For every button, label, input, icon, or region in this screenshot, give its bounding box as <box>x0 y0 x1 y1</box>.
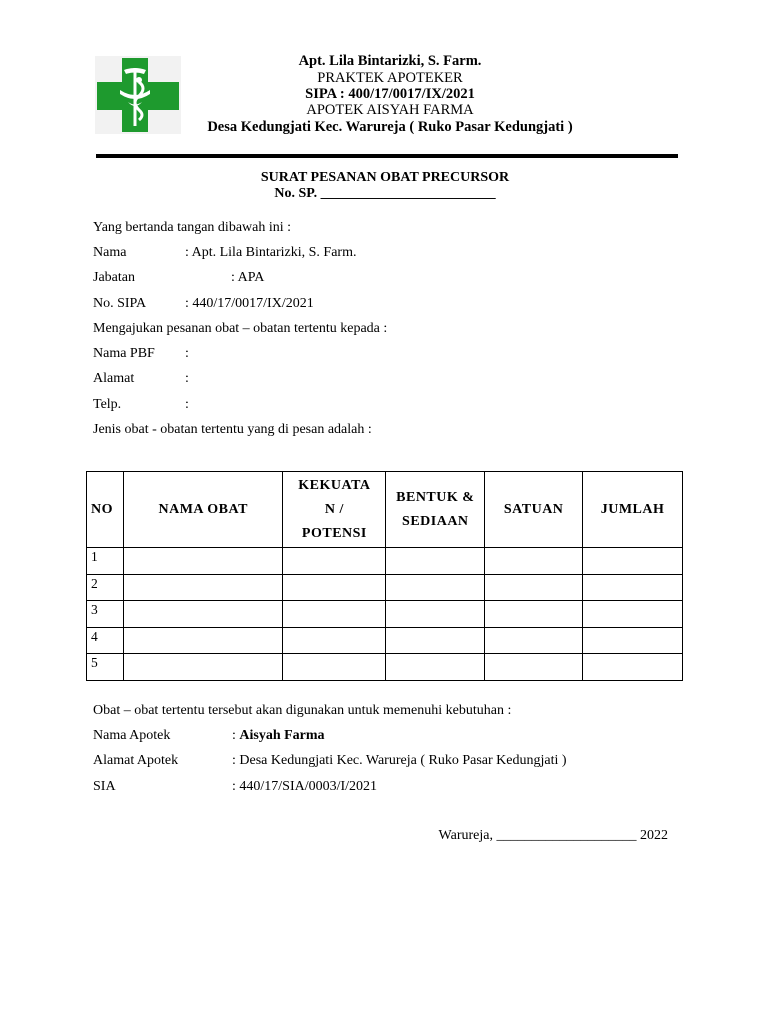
cell-jumlah[interactable] <box>583 548 683 575</box>
field-label: Alamat <box>93 371 135 386</box>
header-sipa: SIPA : 400/17/0017/IX/2021 <box>305 86 475 102</box>
field-colon: : <box>232 728 240 743</box>
header-line: SEDIAAN <box>402 513 469 529</box>
cell-jumlah[interactable] <box>583 654 683 681</box>
col-header-satuan: SATUAN <box>485 472 583 548</box>
field-label: Alamat Apotek <box>93 753 179 768</box>
field-value: : Apt. Lila Bintarizki, S. Farm. <box>185 245 357 260</box>
header-divider <box>96 154 678 158</box>
jenis-obat-text: Jenis obat - obatan tertentu yang di pesan adalah : <box>93 422 372 437</box>
field-label: Telp. <box>93 397 122 412</box>
cell-kekuatan[interactable] <box>283 627 386 654</box>
header-line: BENTUK & <box>396 489 475 505</box>
field-label: Nama Apotek <box>93 728 171 743</box>
table-row <box>87 574 683 601</box>
field-value: : Desa Kedungjati Kec. Warureja ( Ruko Pasar Kedungjati ) <box>232 753 567 768</box>
col-header-no: NO <box>87 472 124 548</box>
signer-sipa-row <box>93 296 493 314</box>
apotek-name-row <box>93 728 653 746</box>
cell-nama-obat[interactable] <box>123 601 283 628</box>
col-header-nama-obat: NAMA OBAT <box>123 472 283 548</box>
place-date: Warureja, ____________________ 2022 <box>438 828 668 843</box>
table-row <box>87 548 683 575</box>
order-table <box>86 471 683 681</box>
apotek-sia-row <box>93 779 653 797</box>
cell-kekuatan[interactable] <box>283 601 386 628</box>
row-number: 5 <box>87 654 124 681</box>
intro-text: Yang bertanda tangan dibawah ini : <box>93 220 292 235</box>
document-title: SURAT PESANAN OBAT PRECURSOR <box>260 170 510 185</box>
cell-satuan[interactable] <box>485 574 583 601</box>
field-value: : <box>185 371 189 386</box>
cell-nama-obat[interactable] <box>123 627 283 654</box>
col-header-jumlah: JUMLAH <box>583 472 683 548</box>
pbf-phone-row <box>93 397 493 415</box>
request-text: Mengajukan pesanan obat – obatan tertentu kepada : <box>93 321 388 336</box>
field-label: No. SIPA <box>93 296 147 311</box>
field-value: : APA <box>231 270 265 285</box>
signer-name-row <box>93 245 493 263</box>
col-header-kekuatan <box>283 472 386 548</box>
cell-bentuk[interactable] <box>386 574 485 601</box>
field-label: SIA <box>93 779 116 794</box>
sp-number: No. SP. _________________________ <box>274 186 496 201</box>
cell-kekuatan[interactable] <box>283 548 386 575</box>
field-value: : <box>185 346 189 361</box>
caduceus-cross-icon <box>95 56 181 134</box>
row-number: 4 <box>87 627 124 654</box>
apotek-address-row <box>93 753 653 771</box>
field-label: Jabatan <box>93 270 135 285</box>
row-number: 1 <box>87 548 124 575</box>
signer-position-row <box>93 270 493 288</box>
row-number: 3 <box>87 601 124 628</box>
cell-bentuk[interactable] <box>386 627 485 654</box>
header-profession: PRAKTEK APOTEKER <box>317 70 463 86</box>
cell-jumlah[interactable] <box>583 627 683 654</box>
field-value: : <box>185 397 189 412</box>
cell-jumlah[interactable] <box>583 574 683 601</box>
header-pharmacy-name: APOTEK AISYAH FARMA <box>306 102 474 118</box>
header-address: Desa Kedungjati Kec. Warureja ( Ruko Pasar Kedungjati ) <box>207 119 573 135</box>
header-name: Apt. Lila Bintarizki, S. Farm. <box>298 53 482 69</box>
col-header-bentuk <box>386 472 485 548</box>
cell-bentuk[interactable] <box>386 654 485 681</box>
cell-satuan[interactable] <box>485 627 583 654</box>
header-line: KEKUATA <box>298 477 371 493</box>
field-value <box>232 728 325 744</box>
field-value: : 440/17/SIA/0003/I/2021 <box>232 779 378 794</box>
cell-satuan[interactable] <box>485 601 583 628</box>
cell-kekuatan[interactable] <box>283 654 386 681</box>
cell-bentuk[interactable] <box>386 548 485 575</box>
cell-jumlah[interactable] <box>583 601 683 628</box>
row-number: 2 <box>87 574 124 601</box>
field-value: : 440/17/0017/IX/2021 <box>185 296 314 311</box>
cell-nama-obat[interactable] <box>123 654 283 681</box>
field-label: Nama PBF <box>93 346 155 361</box>
table-row <box>87 601 683 628</box>
cell-nama-obat[interactable] <box>123 548 283 575</box>
cell-bentuk[interactable] <box>386 601 485 628</box>
cell-satuan[interactable] <box>485 548 583 575</box>
table-row <box>87 627 683 654</box>
header-line: N / <box>324 501 344 517</box>
pharmacy-name-value: Aisyah Farma <box>239 728 325 743</box>
cell-kekuatan[interactable] <box>283 574 386 601</box>
field-label: Nama <box>93 245 127 260</box>
purpose-text: Obat – obat tertentu tersebut akan digunakan untuk memenuhi kebutuhan : <box>93 703 512 718</box>
cell-satuan[interactable] <box>485 654 583 681</box>
table-header-row <box>87 472 683 548</box>
header-line: POTENSI <box>301 525 367 541</box>
pbf-name-row <box>93 346 493 364</box>
table-row <box>87 654 683 681</box>
pharmacy-logo <box>95 56 181 134</box>
cell-nama-obat[interactable] <box>123 574 283 601</box>
pbf-address-row <box>93 371 493 389</box>
